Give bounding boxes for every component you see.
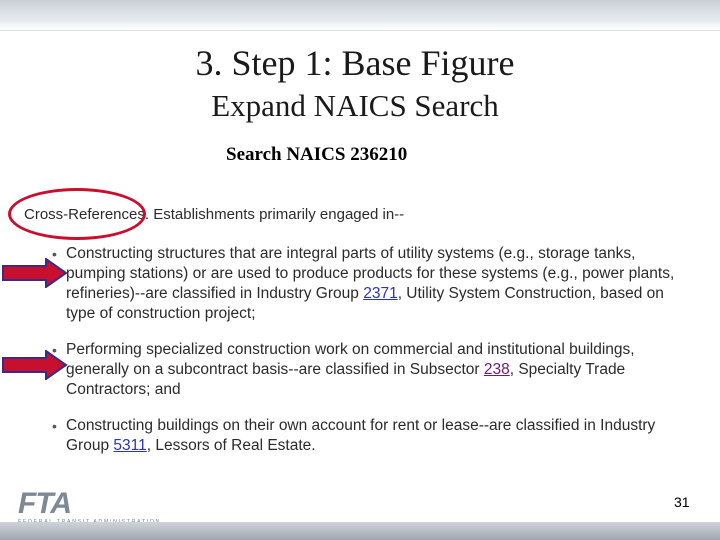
slide-subtitle: Expand NAICS Search (211, 88, 499, 123)
fta-logo (18, 487, 161, 525)
bullet-text: , Lessors of Real Estate. (146, 437, 316, 454)
list-item (50, 340, 690, 400)
bullet-text: Performing specialized construction work on commercial and institutional buildings, generally on a subcontract basis--are classified in Subsector (66, 341, 635, 378)
highlight-ellipse (8, 188, 146, 240)
footer-band (0, 522, 720, 540)
bullet-text: Constructing structures that are integral parts of utility systems (e.g., storage tanks, pumping stations) or are used to produce products for these systems (e.g., power plants, refineries)--are classified in Industry Group (66, 245, 675, 302)
cross-references-intro: Establishments primarily engaged in-- (149, 206, 405, 223)
list-item (50, 416, 690, 456)
header-band (0, 0, 720, 30)
naics-link-238[interactable]: 238 (483, 361, 510, 378)
slide-number: 31 (674, 494, 690, 510)
header-rule (0, 30, 720, 31)
logo-wordmark: FTA (18, 487, 72, 520)
bullet-dot-icon: • (52, 418, 57, 434)
naics-link-5311[interactable]: 5311 (113, 437, 147, 454)
slide-title: 3. Step 1: Base Figure (195, 43, 515, 83)
bullet-dot-icon: • (52, 246, 57, 262)
bullet-text: , Specialty Trade Contractors; and (66, 361, 626, 398)
search-caption: Search NAICS 236210 (226, 144, 408, 165)
list-item (50, 244, 690, 324)
cross-reference-list (50, 244, 690, 472)
naics-link-2371[interactable]: 2371 (363, 285, 398, 302)
cross-references-label: Cross-References. (24, 206, 150, 223)
bullet-text: , Utility System Construction, based on type of construction project; (66, 285, 664, 322)
bullet-text: Constructing buildings on their own account for rent or lease--are classified in Industry Group (66, 417, 656, 454)
bullet-dot-icon: • (52, 342, 57, 358)
